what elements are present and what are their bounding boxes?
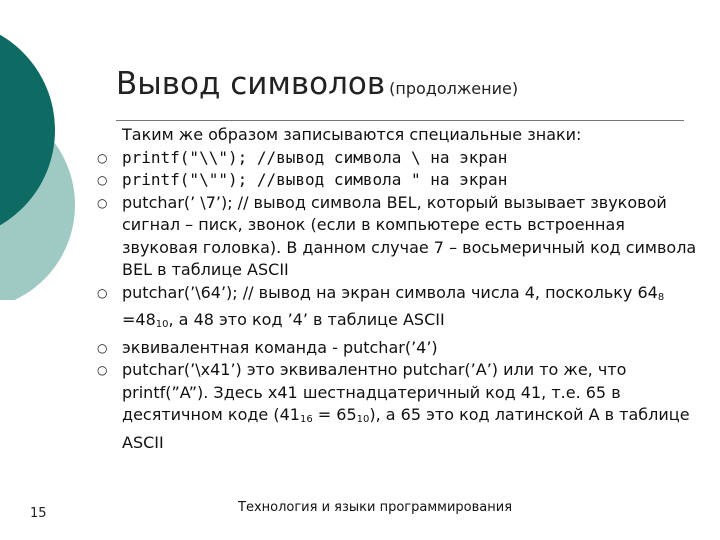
- subscript: 10: [155, 319, 169, 330]
- list-item: ○ putchar(’\x41’) это эквивалентно putchar(’A’) или то же, что printf(”A”). Здесь x41 шестнадцатеричный код 41, т.е. 65 в десятичном коде $(41_{16} = 65_{10})$, а 65 это код латинской А в таблице ASCII: [80, 359, 700, 454]
- bullet-icon: ○: [97, 173, 108, 187]
- code-snippet: putchar(’\64’);: [122, 282, 238, 302]
- subscript: 16: [299, 414, 313, 425]
- title-divider: [116, 120, 684, 121]
- list-item: [80, 337, 700, 360]
- subscript: 8: [657, 291, 665, 303]
- code-snippet: putchar(’ \7’);: [122, 192, 233, 212]
- list-item: [80, 147, 700, 170]
- slide-body: [80, 124, 700, 454]
- subscript: 10: [356, 414, 370, 425]
- item-text: //вывод символа \ на экран: [247, 147, 508, 167]
- list-item: ○ putchar(’\64’); // вывод на экран символа числа 4, поскольку $64_8 =48_{10}$, а 48 это код ’4’ в таблице ASCII: [80, 282, 700, 337]
- slide-title: [116, 66, 518, 102]
- item-text: // вывод символа BEL, который вызывает звуковой сигнал – писк, звонок (если в компьютере есть встроенная звуковая головка). В данном случае 7 – восьмеричный код символа BEL в таблице ASCII: [122, 192, 697, 279]
- page-number: 15: [30, 506, 47, 521]
- title-main: Вывод символов: [116, 66, 386, 102]
- list-item: [80, 169, 700, 192]
- item-text: эквивалентная команда - putchar(’4’): [122, 337, 438, 357]
- bullet-icon: ○: [97, 195, 108, 210]
- code-snippet: printf("\\");: [122, 147, 248, 167]
- code-snippet: printf("\"");: [122, 170, 248, 189]
- list-item: [80, 192, 700, 282]
- bullet-icon: ○: [97, 150, 108, 165]
- title-subtitle: (продолжение): [389, 79, 519, 98]
- footer-text: Технология и языки программирования: [238, 500, 513, 515]
- bullet-icon: ○: [97, 285, 108, 300]
- item-text: //вывод символа " на экран: [247, 170, 508, 189]
- bullet-icon: ○: [97, 340, 108, 355]
- bullet-icon: ○: [97, 363, 108, 377]
- intro-text: Таким же образом записываются специальные знаки:: [122, 125, 582, 144]
- intro-line: [80, 124, 700, 147]
